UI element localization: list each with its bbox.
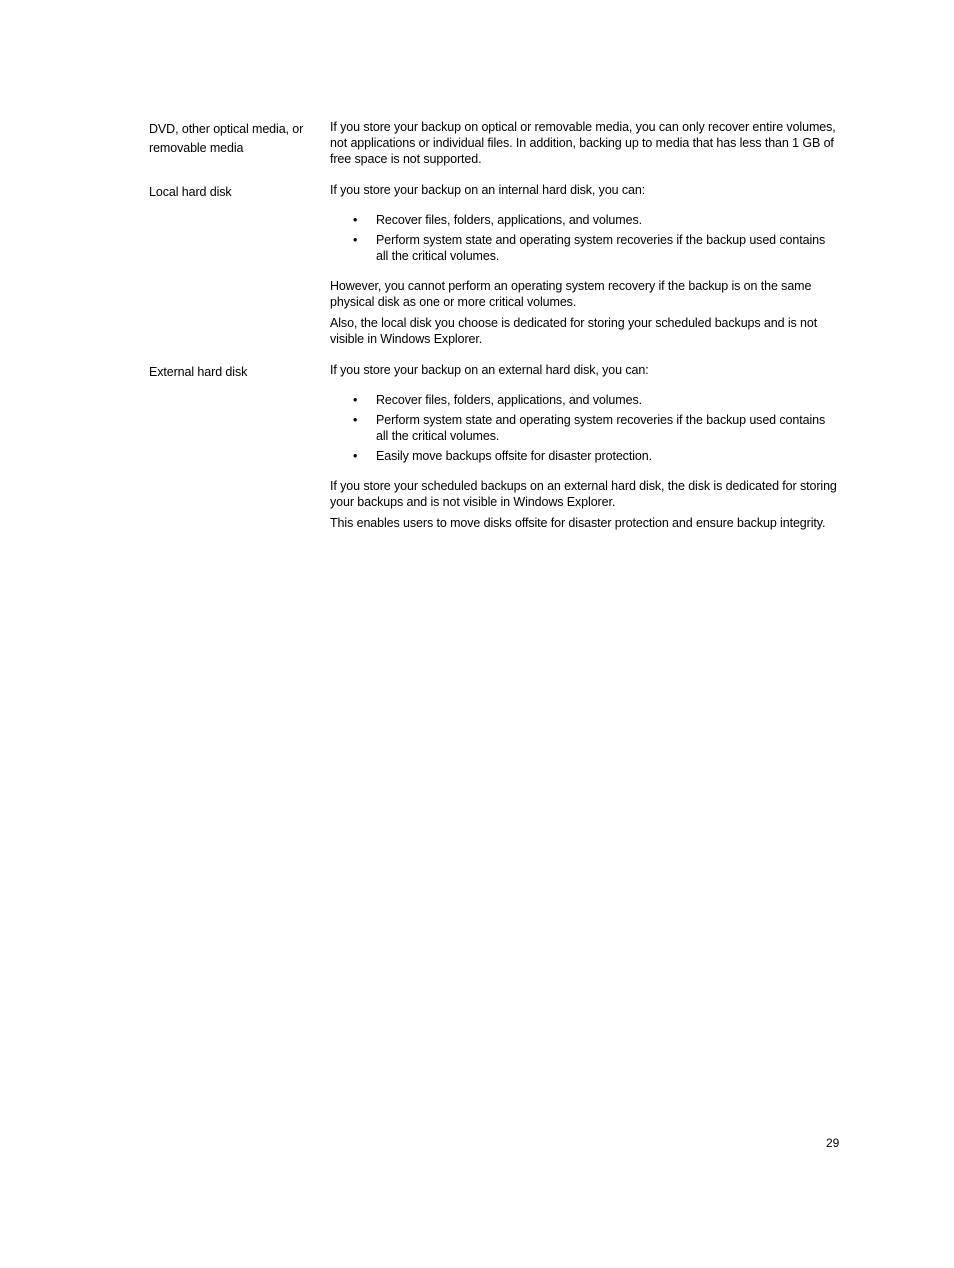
- bullet-icon: •: [353, 393, 358, 407]
- list-item: [330, 392, 839, 408]
- list-item: [330, 212, 839, 228]
- row-term: External hard disk: [149, 365, 248, 379]
- list-item-text: Perform system state and operating system recoveries if the backup used contains all the critical volumes.: [376, 233, 826, 263]
- bullet-list: [330, 212, 839, 264]
- paragraph: However, you cannot perform an operating system recovery if the backup is on the same physical disk as one or more critical volumes.: [330, 279, 812, 309]
- paragraph: Also, the local disk you choose is dedicated for storing your scheduled backups and is not visible in Windows Explorer.: [330, 316, 818, 346]
- list-item-text: Recover files, folders, applications, and volumes.: [376, 213, 642, 227]
- row-description: [330, 362, 839, 536]
- paragraph: If you store your backup on an internal hard disk, you can:: [330, 183, 646, 197]
- backup-media-table: [149, 119, 839, 546]
- list-item-text: Easily move backups offsite for disaster protection.: [376, 449, 652, 463]
- paragraph: This enables users to move disks offsite for disaster protection and ensure backup integrity.: [330, 516, 826, 530]
- row-term: DVD, other optical media, or removable media: [149, 122, 304, 155]
- row-description: [330, 119, 839, 172]
- bullet-icon: •: [353, 449, 358, 463]
- row-term: Local hard disk: [149, 185, 232, 199]
- paragraph: If you store your scheduled backups on an external hard disk, the disk is dedicated for storing your backups and is not visible in Windows Explorer.: [330, 479, 837, 509]
- list-item: [330, 448, 839, 464]
- page-number: 29: [826, 1136, 840, 1150]
- bullet-icon: •: [353, 213, 358, 227]
- bullet-list: [330, 392, 839, 464]
- list-item: [330, 412, 839, 444]
- table-row: [149, 182, 839, 352]
- list-item: [330, 232, 839, 264]
- paragraph: If you store your backup on optical or removable media, you can only recover entire volumes, not applications or individual files. In addition, backing up to media that has less than 1 GB of free space is not supported.: [330, 120, 836, 166]
- table-row: [149, 362, 839, 536]
- bullet-icon: •: [353, 233, 358, 247]
- bullet-icon: •: [353, 413, 358, 427]
- row-description: [330, 182, 839, 352]
- list-item-text: Recover files, folders, applications, and volumes.: [376, 393, 642, 407]
- list-item-text: Perform system state and operating system recoveries if the backup used contains all the critical volumes.: [376, 413, 826, 443]
- table-row: [149, 119, 839, 172]
- paragraph: If you store your backup on an external hard disk, you can:: [330, 363, 649, 377]
